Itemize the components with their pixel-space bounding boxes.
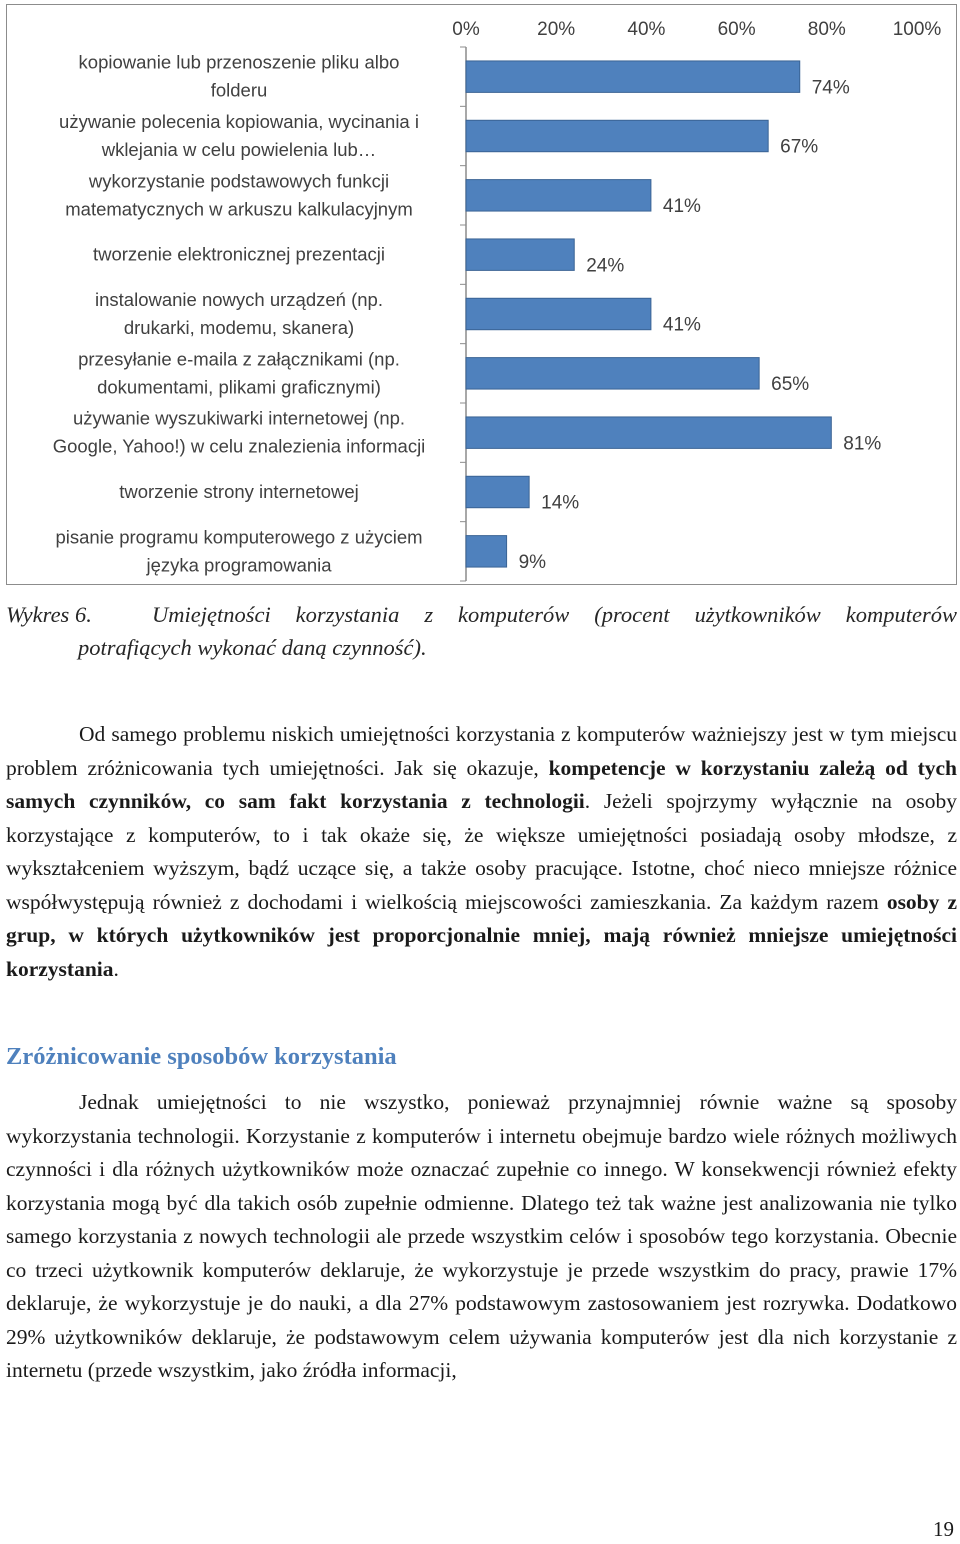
category-label xyxy=(93,244,385,265)
paragraph-1-text-a: Od samego problemu niskich umiejętności korzystania z komputerów ważniejszy jest w tym miejscu problem zróżnicowania tych umiejętności. Jak się okazuje, xyxy=(6,722,957,780)
data-label: 9% xyxy=(518,551,547,573)
bar xyxy=(466,358,759,389)
chart-frame xyxy=(6,4,957,585)
bar xyxy=(466,239,574,270)
bar xyxy=(466,61,800,92)
paragraph-2 xyxy=(6,1086,957,1388)
category-label xyxy=(53,408,426,457)
figure-caption xyxy=(6,598,957,664)
data-label: 74% xyxy=(811,77,850,99)
x-tick-label: 40% xyxy=(627,19,666,40)
caption-line-2: potrafiących wykonać daną czynność). xyxy=(78,635,427,660)
x-tick-label: 0% xyxy=(452,19,480,40)
category-label xyxy=(79,52,400,101)
paragraph-1-text-c: . xyxy=(113,956,119,981)
paragraph-1-bold-a: kompetencje w korzystaniu zależą od tych samych czynników, co sam fakt korzystania z technologii xyxy=(6,755,957,813)
page-number: 19 xyxy=(933,1517,954,1541)
bar xyxy=(466,417,831,448)
bar xyxy=(466,476,529,507)
category-label-line: tworzenie strony internetowej xyxy=(119,481,359,502)
category-label-line: używanie wyszukiwarki internetowej (np. xyxy=(72,407,406,429)
category-label-line: wykorzystanie podstawowych funkcji xyxy=(88,170,390,192)
paragraph-1 xyxy=(6,718,957,986)
data-label: 24% xyxy=(586,255,625,277)
category-label-line: folderu xyxy=(210,79,268,101)
data-label: 65% xyxy=(771,373,810,395)
category-label-line: instalowanie nowych urządzeń (np. xyxy=(95,289,383,310)
paragraph-1-text-b: . Jeżeli spojrzymy wyłącznie na osoby korzystające z komputerów, to i tak okaże się, że większe umiejętności posiadają osoby młodsze, z wykształceniem wyższym, bądź uczące się, a także osoby pracujące. Istotne, choć nieco mniejsze różnice współwystępują również z dochodami i wielkością miejscowości zamieszkania. Za każdym razem xyxy=(6,789,957,914)
category-label xyxy=(95,289,383,338)
bar xyxy=(466,536,507,567)
data-label: 67% xyxy=(780,136,819,158)
bar xyxy=(466,120,768,151)
data-label: 81% xyxy=(843,433,882,455)
data-label: 41% xyxy=(662,314,701,336)
section-heading: Zróżnicowanie sposobów korzystania xyxy=(6,1043,397,1070)
bar xyxy=(466,180,651,211)
x-tick-label: 80% xyxy=(807,19,846,40)
category-label-line: kopiowanie lub przenoszenie pliku albo xyxy=(78,51,400,73)
category-label-line: dokumentami, plikami graficznymi) xyxy=(97,376,381,398)
category-label-line: używanie polecenia kopiowania, wycinania i xyxy=(59,111,419,132)
category-label-line: Google, Yahoo!) w celu znalezienia informacji xyxy=(52,435,426,457)
category-label-line: matematycznych w arkuszu kalkulacyjnym xyxy=(65,198,413,220)
x-tick-label: 20% xyxy=(537,19,576,40)
category-label xyxy=(78,348,400,397)
category-label xyxy=(65,170,413,219)
paragraph-1-bold-b: osoby z grup, w których użytkowników jest proporcjonalnie mniej, mają również mniejsze umiejętności korzystania xyxy=(6,889,957,981)
x-tick-label: 100% xyxy=(892,19,942,40)
category-label-line: języka programowania xyxy=(146,554,332,576)
category-label-line: wklejania w celu powielenia lub… xyxy=(101,139,377,160)
category-label xyxy=(119,481,359,502)
bar xyxy=(466,298,651,329)
data-label: 41% xyxy=(662,195,701,217)
caption-line-1: Umiejętności korzystania z komputerów (procent użytkowników komputerów xyxy=(152,602,957,627)
category-label xyxy=(59,111,419,160)
category-label-line: tworzenie elektronicznej prezentacji xyxy=(92,243,386,265)
bar-chart xyxy=(7,5,955,583)
data-label: 14% xyxy=(541,492,580,514)
paragraph-2-text: Jednak umiejętności to nie wszystko, ponieważ przynajmniej równie ważne są sposoby wykorzystania technologii. Korzystanie z komputerów i internetu obejmuje bardzo wiele różnych możliwych czynności i dla różnych użytkowników może oznaczać zupełnie co innego. W konsekwencji również efekty korzystania mogą być dla takich osób zupełnie odmienne. Dlatego też tak ważne jest analizowania nie tylko samego korzystania z nowych technologii ale przede wszystkim celów i sposobów tego korzystania. Obecnie co trzeci użytkownik komputerów deklaruje, że wykorzystuje je przede wszystkim do pracy, prawie 17% deklaruje, że wykorzystuje je do nauki, a dla 27% podstawowym zastosowaniem jest rozrywka. Dodatkowo 29% użytkowników deklaruje, że podstawowym celem używania komputerów jest dla nich korzystanie z internetu (przede wszystkim, jako źródła informacji, xyxy=(6,1090,957,1382)
category-label-line: pisanie programu komputerowego z użyciem xyxy=(55,526,423,548)
category-label-line: drukarki, modemu, skanera) xyxy=(123,317,355,338)
x-tick-label: 60% xyxy=(717,19,756,40)
caption-label: Wykres 6. xyxy=(6,602,92,627)
category-label xyxy=(55,526,422,575)
category-label-line: przesyłanie e-maila z załącznikami (np. xyxy=(78,348,400,370)
